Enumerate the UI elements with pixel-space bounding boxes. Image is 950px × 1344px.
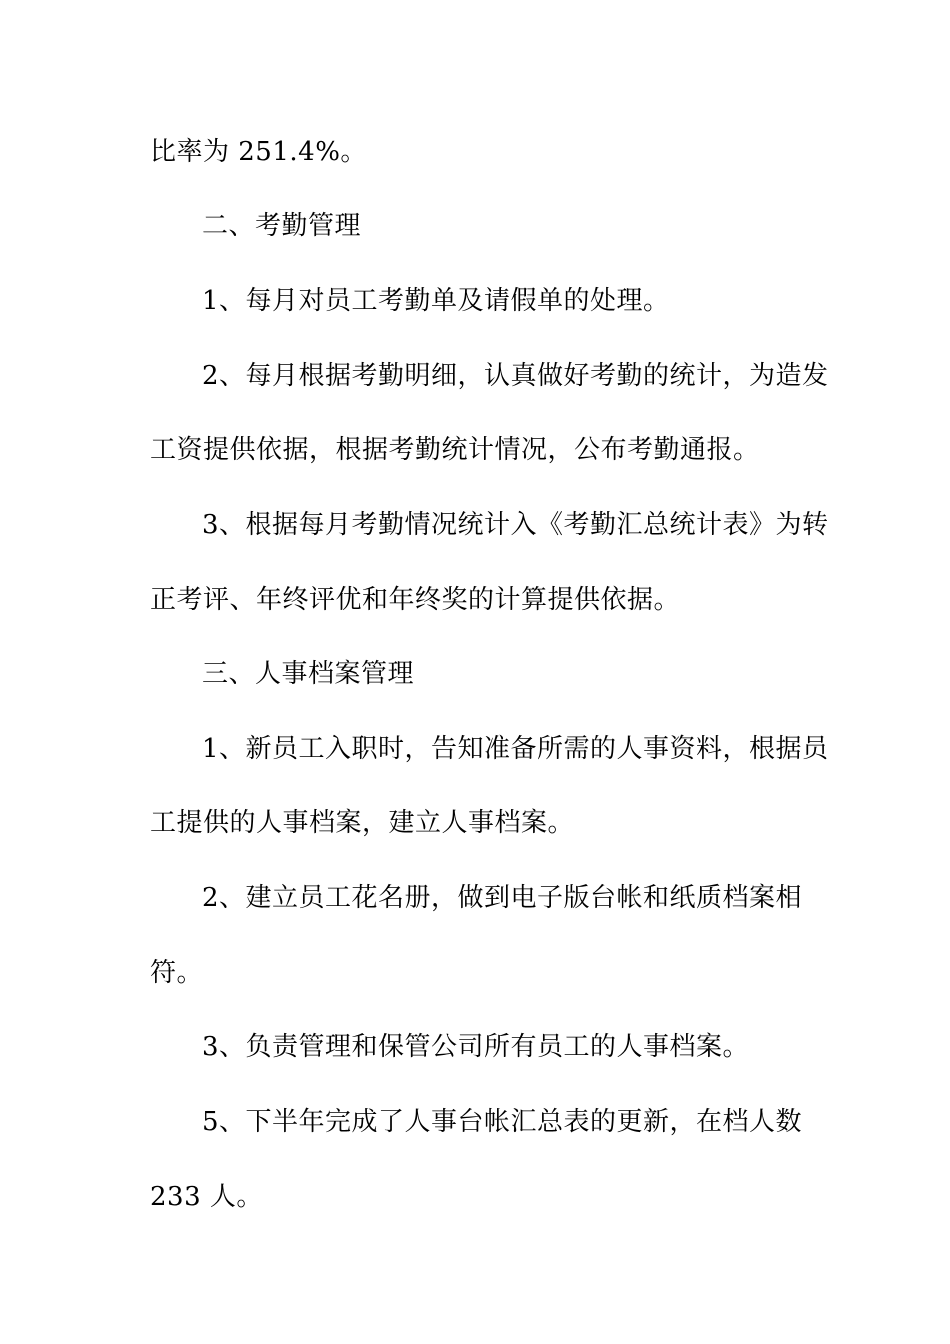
attendance-item-3-line-2: 正考评、年终评优和年终奖的计算提供依据。 [150,585,681,615]
attendance-item-2-line-2: 工资提供依据，根据考勤统计情况，公布考勤通报。 [150,435,760,465]
personnel-item-3: 3、负责管理和保管公司所有员工的人事档案。 [202,1032,750,1062]
attendance-item-2-line-1: 2、每月根据考勤明细，认真做好考勤的统计，为造发 [202,361,829,391]
section-heading-personnel-files: 三、人事档案管理 [202,659,415,689]
attendance-item-3-line-1: 3、根据每月考勤情况统计入《考勤汇总统计表》为转 [202,510,829,540]
section-heading-attendance: 二、考勤管理 [202,211,362,241]
personnel-item-1-line-1: 1、新员工入职时，告知准备所需的人事资料，根据员 [202,734,829,764]
personnel-item-2-line-2: 符。 [150,958,204,988]
paragraph-continuation-ratio: 比率为 251.4%。 [150,137,367,167]
personnel-item-5-line-1: 5、下半年完成了人事台帐汇总表的更新，在档人数 [202,1107,803,1137]
personnel-item-5-line-2: 233 人。 [150,1182,263,1212]
personnel-item-2-line-1: 2、建立员工花名册，做到电子版台帐和纸质档案相 [202,883,803,913]
attendance-item-1: 1、每月对员工考勤单及请假单的处理。 [202,286,670,316]
personnel-item-1-line-2: 工提供的人事档案，建立人事档案。 [150,808,575,838]
